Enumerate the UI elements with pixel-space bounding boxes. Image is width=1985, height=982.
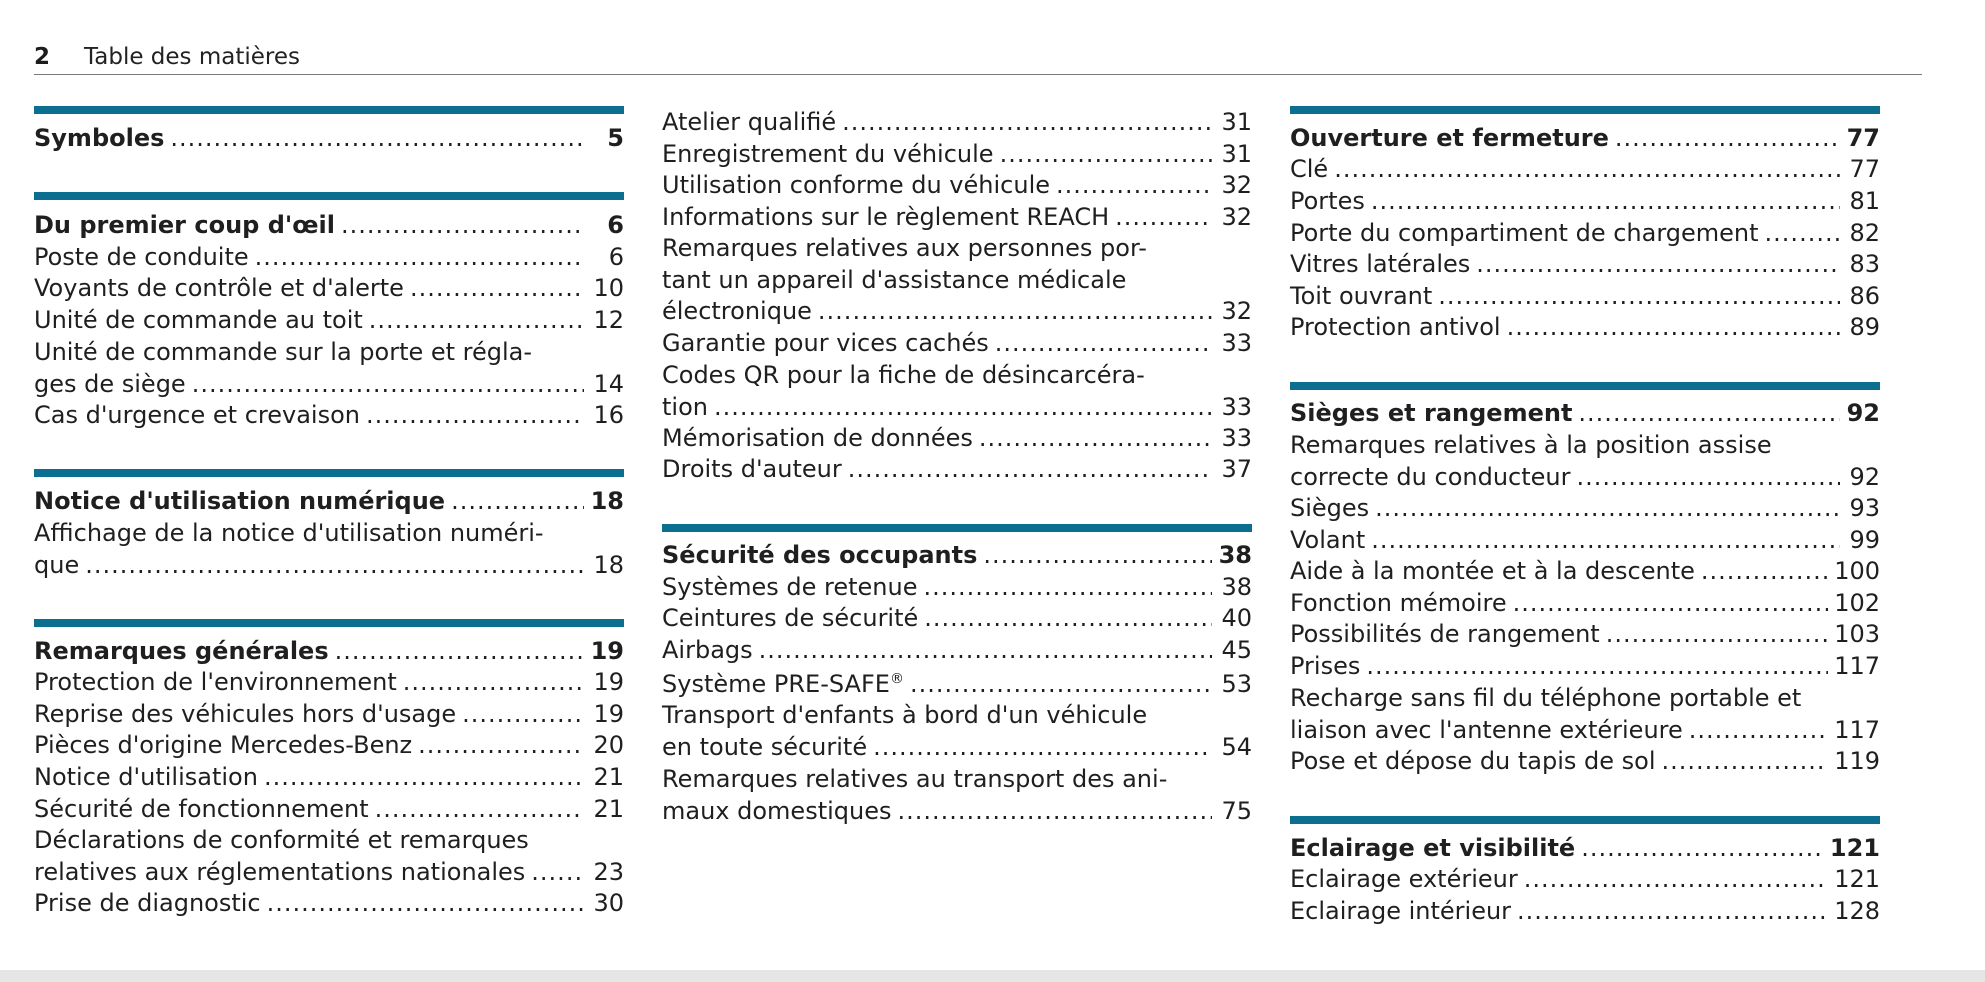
toc-entry-position-assise[interactable]: Remarques relatives à la position assise correcte du conducteur ..... 92 [1290,430,1880,493]
page-number: 2 [34,44,51,70]
toc-section-premier-coup-doeil[interactable]: Du premier coup d'œil ..... 6 [34,210,624,242]
toc-entry-reprise[interactable]: Reprise des véhicules hors d'usage ..... 19 [34,699,624,731]
toc-entry-prises[interactable]: Prises ..... 117 [1290,651,1880,683]
toc-entry-transport-enfants[interactable]: Transport d'enfants à bord d'un véhicule en toute sécurité ..... 54 [662,700,1252,763]
toc-section-sieges-rangement[interactable]: Sièges et rangement ..... 92 [1290,398,1880,430]
toc-entry-cle[interactable]: Clé ..... 77 [1290,154,1880,186]
toc-entry-utilisation-conforme[interactable]: Utilisation conforme du véhicule ..... 32 [662,170,1252,202]
toc-entry-atelier[interactable]: Atelier qualifié ..... 31 [662,107,1252,139]
toc-entry-prise-diagnostic[interactable]: Prise de diagnostic ..... 30 [34,888,624,920]
toc-entry-airbags[interactable]: Airbags ..... 45 [662,635,1252,667]
toc-entry-ceintures[interactable]: Ceintures de sécurité ..... 40 [662,603,1252,635]
toc-entry-urgence[interactable]: Cas d'urgence et crevaison ..... 16 [34,400,624,432]
toc-entry-garantie[interactable]: Garantie pour vices cachés ..... 33 [662,328,1252,360]
toc-section-symboles[interactable]: Symboles ..... 5 [34,123,624,155]
section-rule [1290,382,1880,390]
toc-section-eclairage-visibilite[interactable]: Eclairage et visibilité ..... 121 [1290,833,1880,865]
toc-entry-memorisation[interactable]: Mémorisation de données ..... 33 [662,423,1252,455]
toc-entry-rangement[interactable]: Possibilités de rangement ..... 103 [1290,619,1880,651]
section-rule [1290,816,1880,824]
section-rule [1290,106,1880,114]
toc-entry-sieges[interactable]: Sièges ..... 93 [1290,493,1880,525]
toc-entry-reach[interactable]: Informations sur le règlement REACH ..... 32 [662,202,1252,234]
toc-entry-pieces[interactable]: Pièces d'origine Mercedes-Benz ..... 20 [34,730,624,762]
toc-entry-recharge-sans-fil[interactable]: Recharge sans fil du téléphone portable et liaison avec l'antenne extérieure ..... 117 [1290,683,1880,746]
toc-entry-eclairage-exterieur[interactable]: Eclairage extérieur ..... 121 [1290,864,1880,896]
toc-section-ouverture-fermeture[interactable]: Ouverture et fermeture ..... 77 [1290,123,1880,155]
toc-entry-eclairage-interieur[interactable]: Eclairage intérieur ..... 128 [1290,896,1880,928]
toc-entry-systemes-retenue[interactable]: Systèmes de retenue ..... 38 [662,572,1252,604]
toc-entry-droits-auteur[interactable]: Droits d'auteur ..... 37 [662,454,1252,486]
section-rule [34,106,624,114]
section-rule [34,469,624,477]
toc-entry-pre-safe[interactable]: Système PRE-SAFE® ..... 53 [662,669,1252,701]
toc-entry-animaux[interactable]: Remarques relatives au transport des ani- maux domestiques ..... 75 [662,764,1252,827]
toc-section-notice-numerique[interactable]: Notice d'utilisation numérique ..... 18 [34,486,624,518]
page-header [34,40,1922,75]
toc-entry-portes[interactable]: Portes ..... 81 [1290,186,1880,218]
page-bottom-edge [0,970,1985,982]
toc-entry-enregistrement[interactable]: Enregistrement du véhicule ..... 31 [662,139,1252,171]
toc-entry-personnes-appareil[interactable]: Remarques relatives aux personnes por- tant un appareil d'assistance médicale électronique ..... 32 [662,233,1252,328]
toc-entry-vitres[interactable]: Vitres latérales ..... 83 [1290,249,1880,281]
toc-entry-poste-de-conduite[interactable]: Poste de conduite ..... 6 [34,242,624,274]
page-title: Table des matières [84,44,300,70]
toc-entry-declarations[interactable]: Déclarations de conformité et remarques relatives aux réglementations nationales ..... 23 [34,825,624,888]
toc-entry-porte-compartiment[interactable]: Porte du compartiment de chargement ..... 82 [1290,218,1880,250]
toc-entry-voyants[interactable]: Voyants de contrôle et d'alerte ..... 10 [34,273,624,305]
toc-entry-notice-utilisation[interactable]: Notice d'utilisation ..... 21 [34,762,624,794]
toc-entry-fonction-memoire[interactable]: Fonction mémoire ..... 102 [1290,588,1880,620]
section-rule [662,524,1252,532]
toc-entry-protection-antivol[interactable]: Protection antivol ..... 89 [1290,312,1880,344]
toc-entry-volant[interactable]: Volant ..... 99 [1290,525,1880,557]
toc-entry-aide-montee[interactable]: Aide à la montée et à la descente ..... 100 [1290,556,1880,588]
toc-entry-protection-environnement[interactable]: Protection de l'environnement ..... 19 [34,667,624,699]
toc-entry-unite-toit[interactable]: Unité de commande au toit ..... 12 [34,305,624,337]
toc-entry-codes-qr[interactable]: Codes QR pour la fiche de désincarcéra- tion ..... 33 [662,360,1252,423]
toc-section-remarques-generales[interactable]: Remarques générales ..... 19 [34,636,624,668]
toc-entry-tapis-de-sol[interactable]: Pose et dépose du tapis de sol ..... 119 [1290,746,1880,778]
toc-section-securite-occupants[interactable]: Sécurité des occupants ..... 38 [662,540,1252,572]
toc-entry-securite-fonctionnement[interactable]: Sécurité de fonctionnement ..... 21 [34,794,624,826]
toc-entry-unite-porte[interactable]: Unité de commande sur la porte et régla- ges de siège ..... 14 [34,337,624,400]
toc-entry-affichage[interactable]: Affichage de la notice d'utilisation numéri- que ..... 18 [34,518,624,581]
toc-entry-toit-ouvrant[interactable]: Toit ouvrant ..... 86 [1290,281,1880,313]
section-rule [34,192,624,200]
section-rule [34,619,624,627]
